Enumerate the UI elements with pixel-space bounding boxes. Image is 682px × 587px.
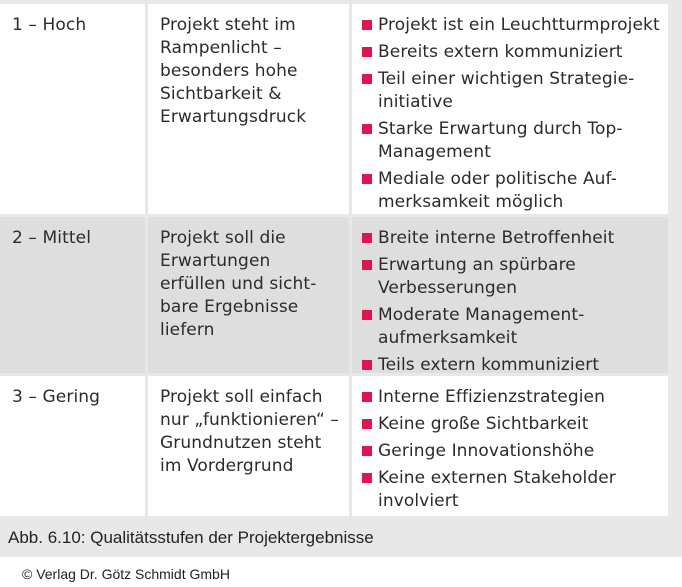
list-item: Breite interne Betroffenheit [362,227,660,250]
list-item: Moderate Management- aufmerksamkeit [362,304,660,350]
criteria-list [362,14,660,214]
list-item: Teils extern kommuniziert [362,354,660,377]
description-text: Projekt steht im Rampenlicht – besonders hohe Sichtbarkeit & Erwartungsdruck [160,15,307,127]
criteria-cell [352,4,668,214]
bullet-square-icon [362,74,372,84]
description-cell [148,217,349,373]
bullet-square-icon [362,174,372,184]
figure-caption: Abb. 6.10: Qualitätsstufen der Projektergebnisse [8,528,374,547]
list-item: Teil einer wichtigen Strategie- initiative [362,68,660,114]
criteria-list [362,386,660,513]
copyright-notice: © Verlag Dr. Götz Schmidt GmbH [22,566,230,582]
description-cell [148,376,349,516]
list-item: Starke Erwartung durch Top- Management [362,118,660,164]
level-cell [0,376,145,516]
level-cell [0,217,145,373]
description-text: Projekt soll einfach nur „funktionieren“ – Grundnutzen steht im Vordergrund [160,387,339,476]
bullet-square-icon [362,124,372,134]
list-item: Interne Effizienzstrategien [362,386,660,409]
list-item: Bereits extern kommuniziert [362,41,660,64]
description-text: Projekt soll die Erwartungen erfüllen und sicht- bare Ergebnisse liefern [160,228,317,340]
bullet-square-icon [362,310,372,320]
list-item: Mediale oder politische Auf- merksamkeit möglich [362,168,660,214]
list-item: Keine große Sichtbarkeit [362,413,660,436]
level-label: 1 – Hoch [12,15,87,35]
bullet-square-icon [362,233,372,243]
level-label: 2 – Mittel [12,228,92,248]
criteria-list [362,227,660,377]
criteria-cell [352,376,668,516]
description-cell [148,4,349,214]
bullet-square-icon [362,392,372,402]
bullet-square-icon [362,473,372,483]
table-row [0,217,668,373]
bullet-square-icon [362,446,372,456]
table-row [0,376,668,516]
level-cell [0,4,145,214]
bullet-square-icon [362,47,372,57]
table-row [0,4,668,214]
list-item: Geringe Innovationshöhe [362,440,660,463]
bullet-square-icon [362,419,372,429]
level-label: 3 – Gering [12,387,101,407]
list-item: Erwartung an spürbare Verbesserungen [362,254,660,300]
bullet-square-icon [362,360,372,370]
list-item: Projekt ist ein Leuchtturmprojekt [362,14,660,37]
bullet-square-icon [362,260,372,270]
list-item: Keine externen Stakeholder involviert [362,467,660,513]
criteria-cell [352,217,668,373]
bullet-square-icon [362,20,372,30]
